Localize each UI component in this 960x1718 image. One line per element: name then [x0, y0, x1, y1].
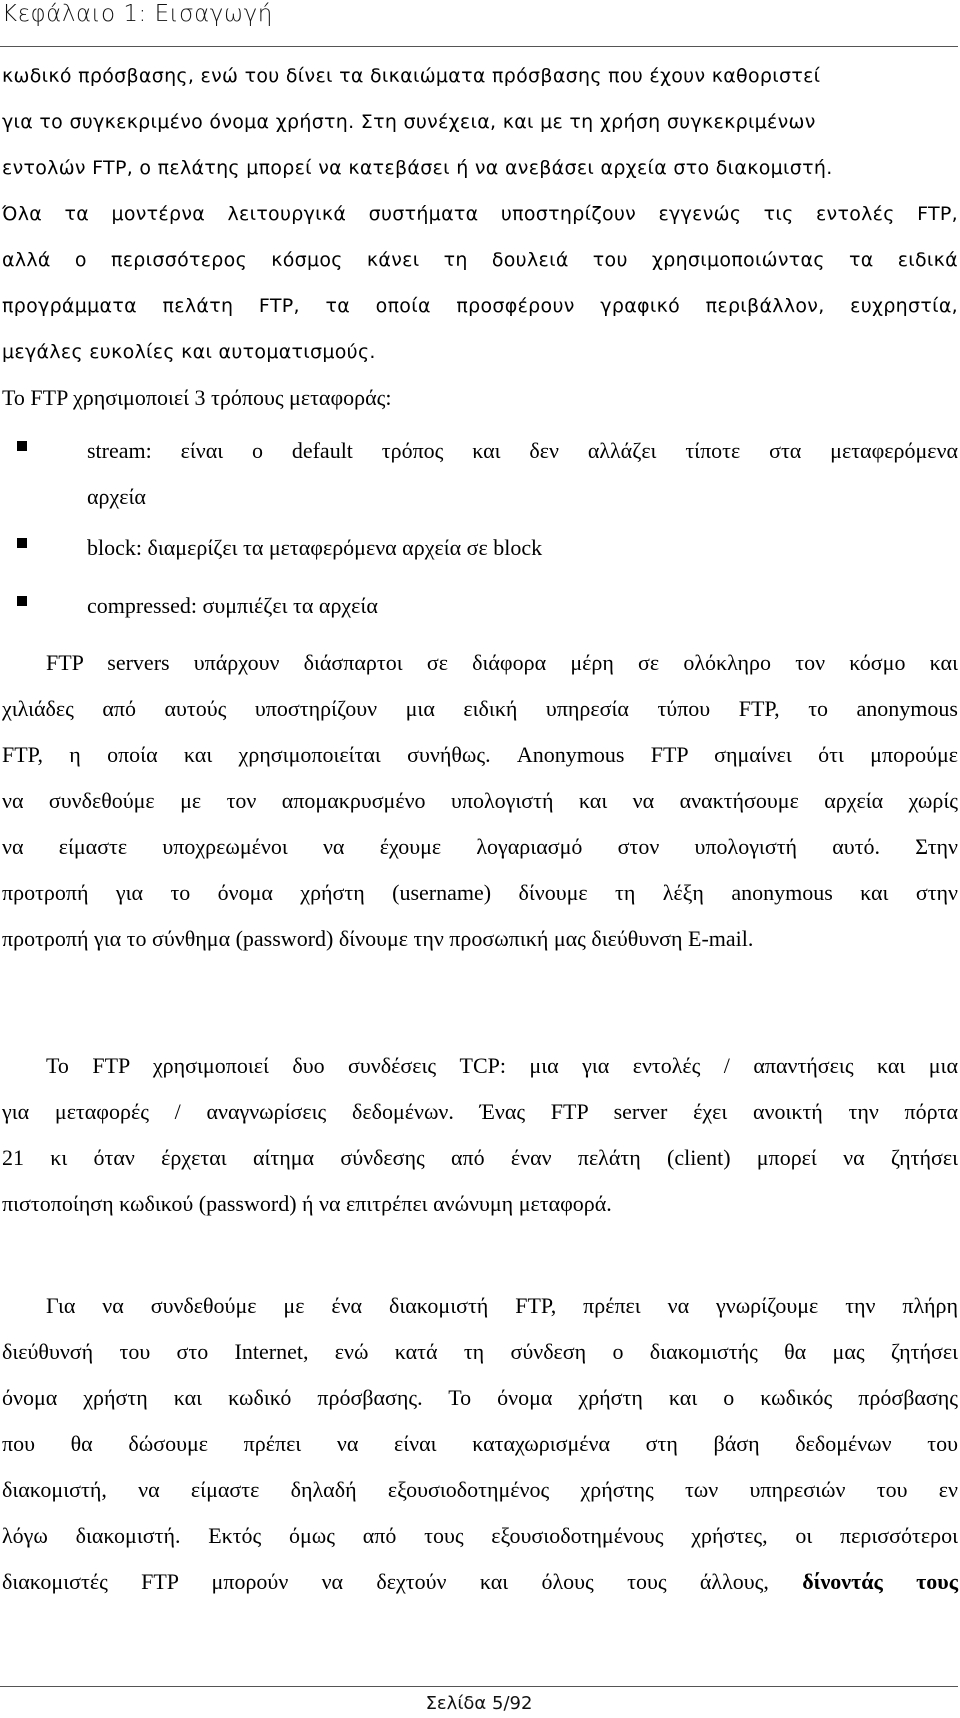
square-bullet-icon	[17, 596, 27, 606]
text-line: Το FTP χρησιμοποιεί δυο συνδέσεις TCP: μια για εντολές / απαντήσεις και μια	[46, 1053, 958, 1078]
text-line: προτροπή για το σύνθημα (password) δίνουμε την προσωπική μας διεύθυνση E-mail.	[2, 926, 754, 951]
text-line: Το FTP χρησιμοποιεί 3 τρόπους μεταφοράς:	[2, 385, 392, 410]
text-run: διακομιστές FTP μπορούν να δεχτούν και όλους τους άλλους,	[2, 1569, 769, 1594]
list-item	[17, 428, 958, 520]
text-line: εντολών FTP, ο πελάτης μπορεί να κατεβάσει ή να ανεβάσει αρχεία στο διακομιστή.	[2, 157, 833, 179]
text-line: προτροπή για το όνομα χρήστη (username) δίνουμε τη λέξη anonymous και στην	[2, 880, 958, 905]
text-line: να συνδεθούμε με τον απομακρυσμένο υπολογιστή και να ανακτήσουμε αρχεία χωρίς	[2, 788, 958, 813]
text-line: που θα δώσουμε πρέπει να είναι καταχωρισμένα στη βάση δεδομένων του	[2, 1431, 958, 1456]
list-item	[17, 583, 958, 629]
list-item-text	[87, 583, 958, 629]
text-line: όνομα χρήστη και κωδικό πρόσβασης. Το όνομα χρήστη και ο κωδικός πρόσβασης	[2, 1385, 958, 1410]
text-line: να είμαστε υποχρεωμένοι να έχουμε λογαριασμό στον υπολογιστή αυτό. Στην	[2, 834, 958, 859]
list-item	[17, 525, 958, 571]
list-item-text	[87, 525, 958, 571]
text-line: κωδικό πρόσβασης, ενώ του δίνει τα δικαιώματα πρόσβασης που έχουν καθοριστεί	[2, 65, 821, 87]
page-number: Σελίδα 5/92	[425, 1693, 533, 1714]
text-line: Όλα τα μοντέρνα λειτουργικά συστήματα υποστηρίζουν εγγενώς τις εντολές FTP,	[2, 203, 958, 225]
text-line	[2, 1559, 958, 1605]
text-line: διακομιστή, να είμαστε δηλαδή εξουσιοδοτημένος χρήστης των υπηρεσιών του εν	[2, 1477, 958, 1502]
text-line: διεύθυνσή του στο Internet, ενώ κατά τη σύνδεση ο διακομιστής θα μας ζητήσει	[2, 1339, 958, 1364]
text-line: stream: είναι ο default τρόπος και δεν αλλάζει τίποτε στα μεταφερόμενα	[87, 438, 958, 463]
text-line: αρχεία	[87, 484, 146, 509]
text-line: αλλά ο περισσότερος κόσμος κάνει τη δουλειά του χρησιμοποιώντας τα ειδικά	[2, 249, 958, 271]
page-header	[0, 0, 958, 47]
text-line: block: διαμερίζει τα μεταφερόμενα αρχεία σε block	[87, 535, 543, 560]
paragraph-server-connection	[2, 1283, 958, 1605]
text-line: χιλιάδες από αυτούς υποστηρίζουν μια ειδική υπηρεσία τύπου FTP, το anonymous	[2, 696, 958, 721]
text-line: compressed: συμπιέζει τα αρχεία	[87, 593, 378, 618]
text-line: FTP, η οποία και χρησιμοποιείται συνήθως. Anonymous FTP σημαίνει ότι μπορούμε	[2, 742, 958, 767]
text-line: FTP servers υπάρχουν διάσπαρτοι σε διάφορα μέρη σε ολόκληρο τον κόσμο και	[46, 650, 958, 675]
text-line: 21 κι όταν έρχεται αίτημα σύνδεσης από έναν πελάτη (client) μπορεί να ζητήσει	[2, 1145, 958, 1170]
text-line: μεγάλες ευκολίες και αυτοματισμούς.	[2, 341, 376, 363]
text-line: προγράμματα πελάτη FTP, τα οποία προσφέρουν γραφικό περιβάλλον, ευχρηστία,	[2, 295, 958, 317]
paragraph-anonymous-ftp	[2, 640, 958, 962]
square-bullet-icon	[17, 441, 27, 451]
square-bullet-icon	[17, 538, 27, 548]
paragraph-tcp-connections	[2, 1043, 958, 1227]
paragraph-intro	[2, 53, 958, 375]
text-line: για το συγκεκριμένο όνομα χρήστη. Στη συνέχεια, και με τη χρήση συγκεκριμένων	[2, 111, 816, 133]
text-line: για μεταφορές / αναγνωρίσεις δεδομένων. Ένας FTP server έχει ανοικτή την πόρτα	[2, 1099, 958, 1124]
bold-text-run: δίνοντάς τους	[802, 1569, 958, 1594]
page-footer	[0, 1686, 958, 1718]
text-line: Για να συνδεθούμε με ένα διακομιστή FTP, πρέπει να γνωρίζουμε την πλήρη	[46, 1293, 958, 1318]
text-line: πιστοποίηση κωδικού (password) ή να επιτρέπει ανώνυμη μεταφορά.	[2, 1191, 612, 1216]
list-item-text	[87, 428, 958, 520]
text-line: λόγω διακομιστή. Εκτός όμως από τους εξουσιοδοτημένους χρήστες, οι περισσότεροι	[2, 1523, 958, 1548]
chapter-title: Κεφάλαιο 1: Εισαγωγή	[2, 1, 273, 27]
transfer-modes-intro	[2, 375, 958, 421]
